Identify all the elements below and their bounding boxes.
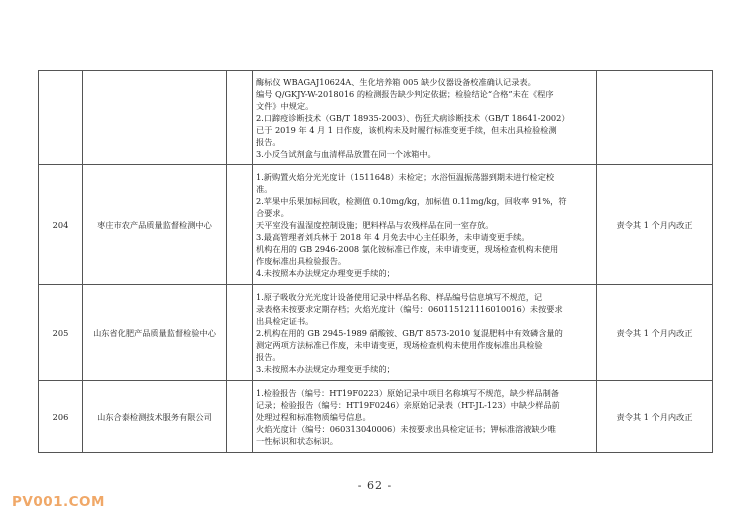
details-line: 1.检验报告（编号：HT19F0223）原始记录中项目名称填写不规范，缺少样品制备 <box>256 387 559 398</box>
organization-name: 枣庄市农产品质量监督检测中心 <box>83 165 227 285</box>
details-cell <box>253 165 597 285</box>
details-cell <box>253 285 597 381</box>
details-line: 报告。 <box>256 136 281 147</box>
num-cell <box>39 71 83 165</box>
details-line: 准。 <box>256 183 273 194</box>
details-line: 2.苹果中乐果加标回收，检测值 0.10mg/kg，加标值 0.11mg/kg，回收率 91%，符 <box>256 195 567 206</box>
remedy-action: 责令其 1 个月内改正 <box>597 165 713 285</box>
details-line: 1.新购置火焰分光光度计（1511648）未检定；水浴恒温振荡器到期未进行检定校 <box>256 171 555 182</box>
action-cell <box>597 71 713 165</box>
row-number: 206 <box>39 381 83 453</box>
details-line: 3.未按照本办法规定办理变更手续的； <box>256 363 395 374</box>
site-watermark: PV001.COM <box>12 494 105 510</box>
spacer-cell <box>227 285 253 381</box>
details-line: 出具检定证书。 <box>256 315 314 326</box>
table-row <box>39 165 713 285</box>
details-line: 作废标准出具检验报告。 <box>256 255 347 266</box>
details-line: 测定两项方法标准已作废，未申请变更，现场检查机构未使用作废标准出具检验 <box>256 339 543 350</box>
details-line: 机构在用的 GB 2946-2008 氯化铵标准已作废，未申请变更，现场检查机构未使用 <box>256 243 559 254</box>
row-number: 204 <box>39 165 83 285</box>
remedy-action: 责令其 1 个月内改正 <box>597 285 713 381</box>
details-line: 合要求。 <box>256 207 289 218</box>
details-line: 火焰光度计（编号：060313040006）未按要求出具检定证书；钾标准溶液缺少唯 <box>256 423 556 434</box>
details-line: 处理过程和标准物质编号信息。 <box>256 411 371 422</box>
organization-name: 山东合泰检测技术服务有限公司 <box>83 381 227 453</box>
details-line: 4.未按照本办法规定办理变更手续的； <box>256 267 395 278</box>
details-line: 酶标仪 WBAGAJ10624A、生化培养箱 005 缺少仪器设备校准确认记录表。 <box>256 76 536 87</box>
details-line: 文件》中规定。 <box>256 100 314 111</box>
spacer-cell <box>227 71 253 165</box>
details-line: 编号 Q/GKJY-W-2018016 的检测报告缺少判定依据；检验结论“合格”未在《程序 <box>256 88 554 99</box>
details-line: 已于 2019 年 4 月 1 日作废，该机构未及时履行标准变更手续，但未出具检验检测 <box>256 124 557 135</box>
spacer-cell <box>227 381 253 453</box>
details-line: 天平室没有温湿度控制设施；肥料样品与农残样品在同一室存放。 <box>256 219 494 230</box>
details-line: 3.最高管理者刘兵林于 2018 年 4 月免去中心主任职务，未申请变更手续。 <box>256 231 530 242</box>
table-row <box>39 285 713 381</box>
violations-table <box>38 70 713 453</box>
table-row-continuation <box>39 71 713 165</box>
page-number: - 62 - <box>357 479 393 492</box>
table-row <box>39 381 713 453</box>
organization-name: 山东省化肥产品质量监督检验中心 <box>83 285 227 381</box>
details-cell <box>253 71 597 165</box>
details-line: 1.原子吸收分光光度计设备使用记录中样品名称、样品编号信息填写不规范，记 <box>256 291 543 302</box>
details-cell <box>253 381 597 453</box>
row-number: 205 <box>39 285 83 381</box>
org-cell <box>83 71 227 165</box>
details-line: 报告。 <box>256 351 281 362</box>
details-line: 2.口蹄疫诊断技术（GB/T 18935-2003）、伤狂犬病诊断技术（GB/T 18641-2002） <box>256 112 570 123</box>
details-line: 2.机构在用的 GB 2945-1989 硝酸铵、GB/T 8573-2010 复混肥料中有效磷含量的 <box>256 327 563 338</box>
remedy-action: 责令其 1 个月内改正 <box>597 381 713 453</box>
details-line: 3.小反刍试剂盒与血清样品放置在同一个冰箱中。 <box>256 148 436 159</box>
details-line: 一性标识和状态标识。 <box>256 435 338 446</box>
details-line: 录表格未按要求定期存档；火焰光度计（编号：060115121116010016）未按要求 <box>256 303 563 314</box>
details-line: 记录；检验报告（编号：HT19F0246）亲原始记录表（HT-JL-123）中缺少样品前 <box>256 399 560 410</box>
spacer-cell <box>227 165 253 285</box>
